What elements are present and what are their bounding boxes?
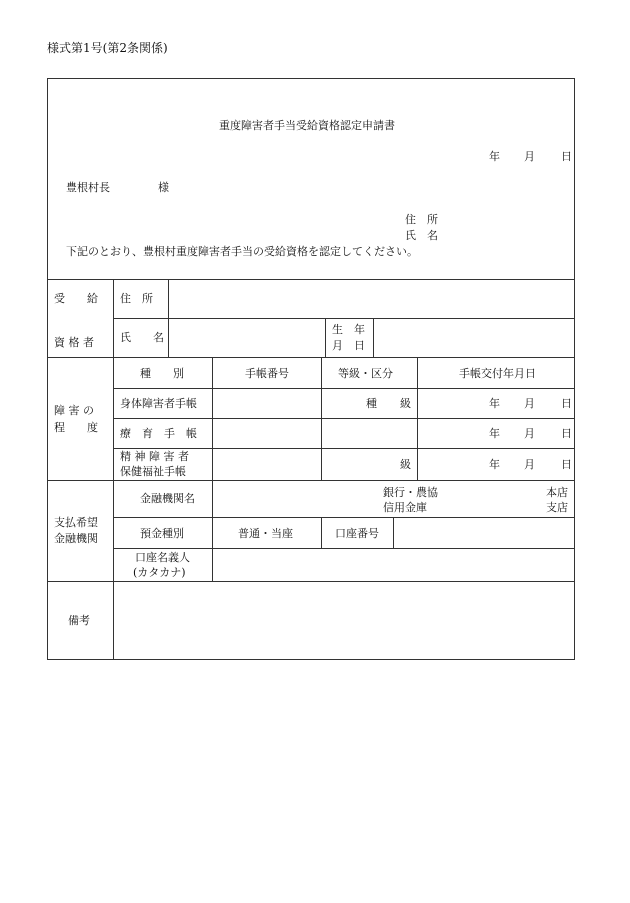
row3-grade-level: 級 bbox=[400, 458, 411, 471]
row2-day: 日 bbox=[561, 427, 572, 440]
birth-label: 生 年 bbox=[332, 323, 365, 336]
divider bbox=[113, 318, 575, 319]
disability-section-label: 程 度 bbox=[54, 421, 98, 434]
date-day: 日 bbox=[561, 150, 572, 163]
divider bbox=[113, 388, 575, 389]
row2-month: 月 bbox=[524, 427, 535, 440]
birth-label: 月 日 bbox=[332, 339, 365, 352]
divider bbox=[47, 279, 575, 280]
form-title: 重度障害者手当受給資格認定申請書 bbox=[219, 119, 395, 132]
divider bbox=[373, 318, 374, 357]
divider bbox=[417, 357, 418, 480]
row1-year: 年 bbox=[489, 397, 500, 410]
divider bbox=[393, 517, 394, 548]
applicant-address-label: 住 所 bbox=[405, 213, 438, 226]
divider bbox=[321, 517, 322, 548]
divider bbox=[113, 548, 575, 549]
row3-year: 年 bbox=[489, 458, 500, 471]
header-grade: 等級・区分 bbox=[338, 367, 393, 380]
divider bbox=[47, 480, 575, 481]
row3-type: 精 神 障 害 者 bbox=[120, 450, 189, 463]
recipient-address-label: 住 所 bbox=[120, 292, 153, 305]
header-type: 種 別 bbox=[140, 367, 184, 380]
holder-label: (カタカナ) bbox=[133, 566, 186, 579]
request-text: 下記のとおり、豊根村重度障害者手当の受給資格を認定してください。 bbox=[66, 245, 418, 258]
divider bbox=[212, 357, 213, 581]
account-number-label: 口座番号 bbox=[335, 527, 379, 540]
row3-day: 日 bbox=[561, 458, 572, 471]
divider bbox=[321, 357, 322, 480]
branch-type: 支店 bbox=[546, 501, 568, 514]
addressee-name: 豊根村長 bbox=[66, 181, 110, 194]
holder-label: 口座名義人 bbox=[135, 551, 190, 564]
institution-label: 金融機関名 bbox=[140, 492, 195, 505]
row1-grade-level: 級 bbox=[400, 397, 411, 410]
row1-type: 身体障害者手帳 bbox=[120, 397, 197, 410]
row3-type: 保健福祉手帳 bbox=[120, 465, 186, 478]
row1-grade-kind: 種 bbox=[366, 397, 377, 410]
recipient-section-label: 資 格 者 bbox=[54, 336, 94, 349]
date-month: 月 bbox=[524, 150, 535, 163]
divider bbox=[113, 279, 114, 660]
row1-day: 日 bbox=[561, 397, 572, 410]
header-issue-date: 手帳交付年月日 bbox=[459, 367, 536, 380]
bank-type: 信用金庫 bbox=[383, 501, 427, 514]
divider bbox=[113, 517, 575, 518]
deposit-type-label: 預金種別 bbox=[140, 527, 184, 540]
recipient-name-label: 氏 名 bbox=[120, 331, 164, 344]
disability-section-label: 障 害 の bbox=[54, 404, 94, 417]
date-year: 年 bbox=[489, 150, 500, 163]
divider bbox=[113, 448, 575, 449]
bank-section-label: 支払希望 bbox=[54, 516, 98, 529]
divider bbox=[325, 318, 326, 357]
header-number: 手帳番号 bbox=[245, 367, 289, 380]
remarks-label: 備考 bbox=[68, 614, 90, 627]
divider bbox=[113, 418, 575, 419]
divider bbox=[47, 357, 575, 358]
form-number: 様式第1号(第2条関係) bbox=[47, 41, 168, 55]
divider bbox=[47, 581, 575, 582]
row2-type: 療 育 手 帳 bbox=[120, 427, 197, 440]
row3-month: 月 bbox=[524, 458, 535, 471]
branch-type: 本店 bbox=[546, 486, 568, 499]
row2-year: 年 bbox=[489, 427, 500, 440]
bank-section-label: 金融機関 bbox=[54, 532, 98, 545]
bank-type: 銀行・農協 bbox=[383, 486, 438, 499]
deposit-type-value: 普通・当座 bbox=[238, 527, 293, 540]
row1-month: 月 bbox=[524, 397, 535, 410]
applicant-name-label: 氏 名 bbox=[405, 229, 438, 242]
recipient-section-label: 受 給 bbox=[54, 292, 98, 305]
divider bbox=[168, 279, 169, 357]
addressee-honorific: 様 bbox=[158, 181, 169, 194]
